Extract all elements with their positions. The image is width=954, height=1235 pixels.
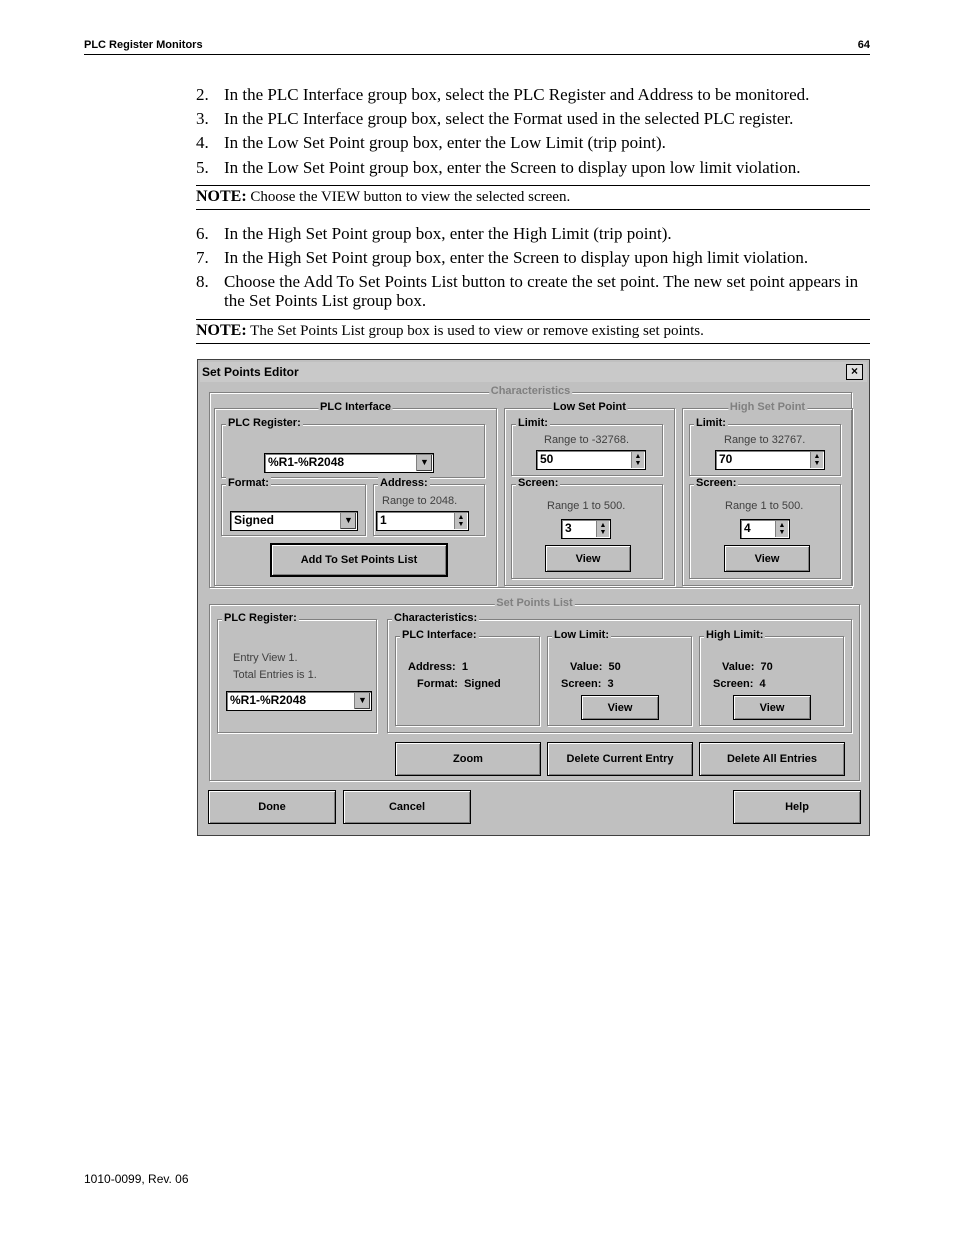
high-set-point-label: High Set Point [729,401,806,413]
high-screen-label: Screen: [696,477,737,489]
high-limit-label: Limit: [696,417,726,429]
list-high-limit-group [699,629,844,726]
high-screen-input[interactable]: 4 ▲ ▼ [740,519,790,539]
list-plc-register-label: PLC Register: [224,612,297,624]
step-item: 8. Choose the Add To Set Points List button to create the set point. The new set point appears in the Set Points List group box. [196,272,859,311]
low-limit-hint: Range to -32768. [544,434,630,446]
list-high-view-button[interactable]: View [733,695,811,720]
section-title: PLC Register Monitors [84,39,203,51]
plc-register-label: PLC Register: [228,417,301,429]
delete-current-entry-button[interactable]: Delete Current Entry [547,742,693,776]
list-low-value-text: Value: 50 [570,661,621,673]
address-label: Address: [380,477,428,489]
high-set-point-group [682,401,853,586]
plc-register-group [221,417,485,478]
list-low-limit-group [547,629,692,726]
low-limit-label: Limit: [518,417,548,429]
list-high-limit-label: High Limit: [706,629,764,641]
list-characteristics-group [387,612,852,733]
high-view-button[interactable]: View [724,545,810,572]
high-limit-input[interactable]: 70 ▲ ▼ [715,450,825,470]
set-points-editor-dialog [197,359,870,836]
low-screen-hint: Range 1 to 500. [547,500,626,512]
high-limit-hint: Range to 32767. [724,434,806,446]
delete-all-entries-button[interactable]: Delete All Entries [699,742,845,776]
low-set-point-group [504,401,675,586]
address-input[interactable]: 1 ▲ ▼ [376,511,469,531]
step-item: 2. In the PLC Interface group box, select the PLC Register and Address to be monitored. [196,85,810,104]
note-view-button: NOTE: Choose the VIEW button to view the selected screen. [196,185,870,210]
cancel-button[interactable]: Cancel [343,790,471,824]
plc-interface-group [214,401,497,586]
chevron-down-icon[interactable]: ▼ [354,693,370,709]
list-plc-interface-label: PLC Interface: [402,629,477,641]
characteristics-label: Characteristics [490,385,571,397]
steps-list-a [196,85,872,182]
low-screen-label: Screen: [518,477,559,489]
list-high-screen-text: Screen: 4 [713,678,766,690]
low-limit-input[interactable]: 50 ▲ ▼ [536,450,646,470]
entry-view-text: Entry View 1. [233,652,298,664]
chevron-down-icon[interactable]: ▼ [340,513,356,529]
step-item: 4. In the Low Set Point group box, enter the Low Limit (trip point). [196,133,666,153]
step-item: 5. In the Low Set Point group box, enter the Screen to display upon low limit violation. [196,157,801,177]
list-characteristics-label: Characteristics: [394,612,478,624]
address-hint: Range to 2048. [382,495,458,507]
format-select[interactable]: Signed ▼ [230,511,358,531]
spinner-icon[interactable]: ▲ ▼ [775,521,788,537]
list-low-limit-label: Low Limit: [554,629,609,641]
list-plc-register-select[interactable]: %R1-%R2048 ▼ [226,691,372,711]
step-item: 6. In the High Set Point group box, enter the High Limit (trip point). [196,224,672,243]
high-screen-group [689,477,841,579]
low-set-point-label: Low Set Point [553,401,626,413]
list-low-view-button[interactable]: View [581,695,659,720]
step-item: 7. In the High Set Point group box, enter the Screen to display upon high limit violation. [196,248,809,268]
help-button[interactable]: Help [733,790,861,824]
dialog-titlebar [200,362,867,382]
zoom-button[interactable]: Zoom [395,742,541,776]
low-screen-group [511,477,663,579]
format-label: Format: [228,477,269,489]
list-format-text: Format: Signed [417,678,501,690]
done-button[interactable]: Done [208,790,336,824]
note-set-points-list: NOTE: The Set Points List group box is used to view or remove existing set points. [196,319,870,344]
high-screen-hint: Range 1 to 500. [725,500,804,512]
dialog-title: Set Points Editor [202,365,299,379]
spinner-icon[interactable]: ▲ ▼ [810,452,823,468]
plc-interface-label: PLC Interface [320,401,391,413]
plc-register-select[interactable]: %R1-%R2048 ▼ [264,453,434,473]
page-header [84,38,870,55]
list-plc-register-group [217,612,377,733]
low-view-button[interactable]: View [545,545,631,572]
chevron-down-icon[interactable]: ▼ [416,455,432,471]
total-entries-text: Total Entries is 1. [233,669,317,681]
add-to-set-points-list-button[interactable]: Add To Set Points List [270,543,448,577]
list-low-screen-text: Screen: 3 [561,678,614,690]
format-group [221,477,366,536]
spinner-icon[interactable]: ▲ ▼ [596,521,609,537]
page-number: 64 [857,39,870,51]
low-screen-input[interactable]: 3 ▲ ▼ [561,519,611,539]
list-high-value-text: Value: 70 [722,661,773,673]
footer-doc-id: 1010-0099, Rev. 06 [84,1172,189,1186]
spinner-icon[interactable]: ▲ ▼ [454,513,467,529]
high-limit-group [689,417,841,476]
list-plc-interface-group [395,629,540,726]
close-icon[interactable]: × [846,364,863,380]
list-address-text: Address: 1 [408,661,468,673]
spinner-icon[interactable]: ▲ ▼ [631,452,644,468]
step-item: 3. In the PLC Interface group box, select the Format used in the selected PLC register. [196,109,794,129]
set-points-list-group [209,597,860,781]
set-points-list-label: Set Points List [496,597,573,609]
low-limit-group [511,417,663,476]
characteristics-group [209,385,852,588]
address-group [373,477,485,536]
steps-list-b [196,224,872,316]
